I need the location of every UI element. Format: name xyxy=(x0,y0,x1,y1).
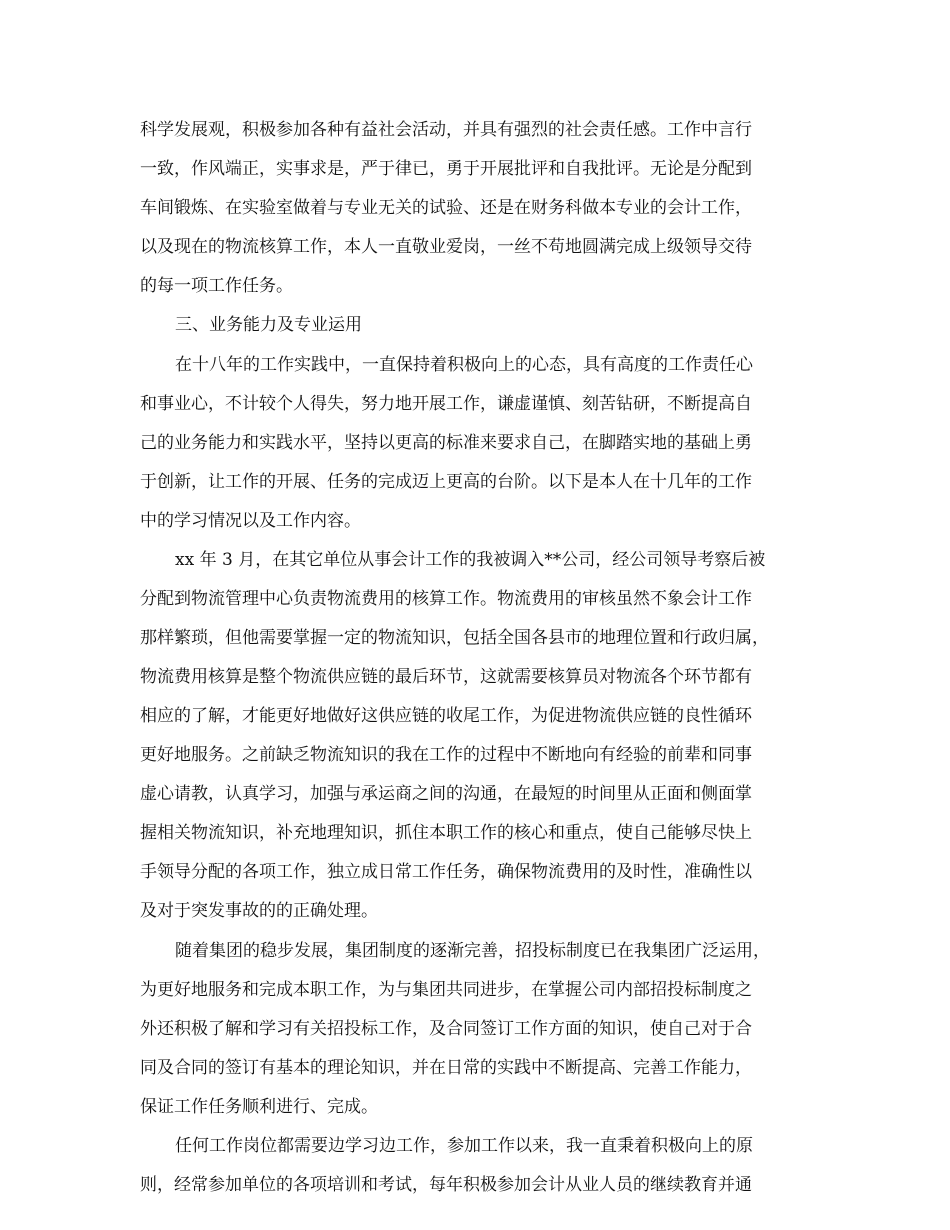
text-line: 同及合同的签订有基本的理论知识，并在日常的实践中不断提高、完善工作能力， xyxy=(140,1058,752,1078)
text-line: 中的学习情况以及工作内容。 xyxy=(140,511,361,531)
text-line: 那样繁琐，但他需要掌握一定的物流知识，包括全国各县市的地理位置和行政归属， xyxy=(140,628,769,648)
text-line: 的每一项工作任务。 xyxy=(140,276,293,296)
text-line: 科学发展观，积极参加各种有益社会活动，并具有强烈的社会责任感。工作中言行 xyxy=(140,120,752,140)
text-line: 手领导分配的各项工作，独立成日常工作任务，确保物流费用的及时性，准确性以 xyxy=(140,862,752,882)
text-line: 分配到物流管理中心负责物流费用的核算工作。物流费用的审核虽然不象会计工作 xyxy=(140,589,752,609)
text-line: 于创新，让工作的开展、任务的完成迈上更高的台阶。以下是本人在十几年的工作 xyxy=(140,472,752,492)
text-line: 及对于突发事故的的正确处理。 xyxy=(140,901,378,921)
text-line: 和事业心，不计较个人得失，努力地开展工作，谦虚谨慎、刻苦钻研，不断提高自 xyxy=(140,394,752,414)
text-line: 外还积极了解和学习有关招投标工作，及合同签订工作方面的知识，使自己对于合 xyxy=(140,1019,752,1039)
text-line: 任何工作岗位都需要边学习边工作，参加工作以来，我一直秉着积极向上的原 xyxy=(175,1136,753,1156)
text-line: 在十八年的工作实践中，一直保持着积极向上的心态，具有高度的工作责任心 xyxy=(175,355,753,375)
text-line: 以及现在的物流核算工作，本人一直敬业爱岗，一丝不苟地圆满完成上级领导交待 xyxy=(140,237,752,257)
text-line: 车间锻炼、在实验室做着与专业无关的试验、还是在财务科做本专业的会计工作， xyxy=(140,198,752,218)
text-line: 为更好地服务和完成本职工作，为与集团共同进步，在掌握公司内部招投标制度之 xyxy=(140,980,752,1000)
text-line: 则，经常参加单位的各项培训和考试，每年积极参加会计从业人员的继续教育并通 xyxy=(140,1175,752,1195)
text-line: 更好地服务。之前缺乏物流知识的我在工作的过程中不断地向有经验的前辈和同事 xyxy=(140,745,752,765)
text-line: 一致，作风端正，实事求是，严于律已，勇于开展批评和自我批评。无论是分配到 xyxy=(140,159,752,179)
text-line: 握相关物流知识，补充地理知识，抓住本职工作的核心和重点，使自己能够尽快上 xyxy=(140,823,752,843)
text-line: 随着集团的稳步发展，集团制度的逐渐完善，招投标制度已在我集团广泛运用， xyxy=(175,941,770,961)
section-heading: 三、业务能力及专业运用 xyxy=(175,315,362,335)
text-line: xx 年 3 月，在其它单位从事会计工作的我被调入**公司，经公司领导考察后被 xyxy=(175,550,766,570)
text-line: 保证工作任务顺利进行、完成。 xyxy=(140,1097,378,1117)
text-line: 相应的了解，才能更好地做好这供应链的收尾工作，为促进物流供应链的良性循环 xyxy=(140,706,752,726)
text-line: 物流费用核算是整个物流供应链的最后环节，这就需要核算员对物流各个环节都有 xyxy=(140,667,752,687)
text-line: 虚心请教，认真学习，加强与承运商之间的沟通，在最短的时间里从正面和侧面掌 xyxy=(140,784,752,804)
text-line: 己的业务能力和实践水平，坚持以更高的标准来要求自己，在脚踏实地的基础上勇 xyxy=(140,433,752,453)
